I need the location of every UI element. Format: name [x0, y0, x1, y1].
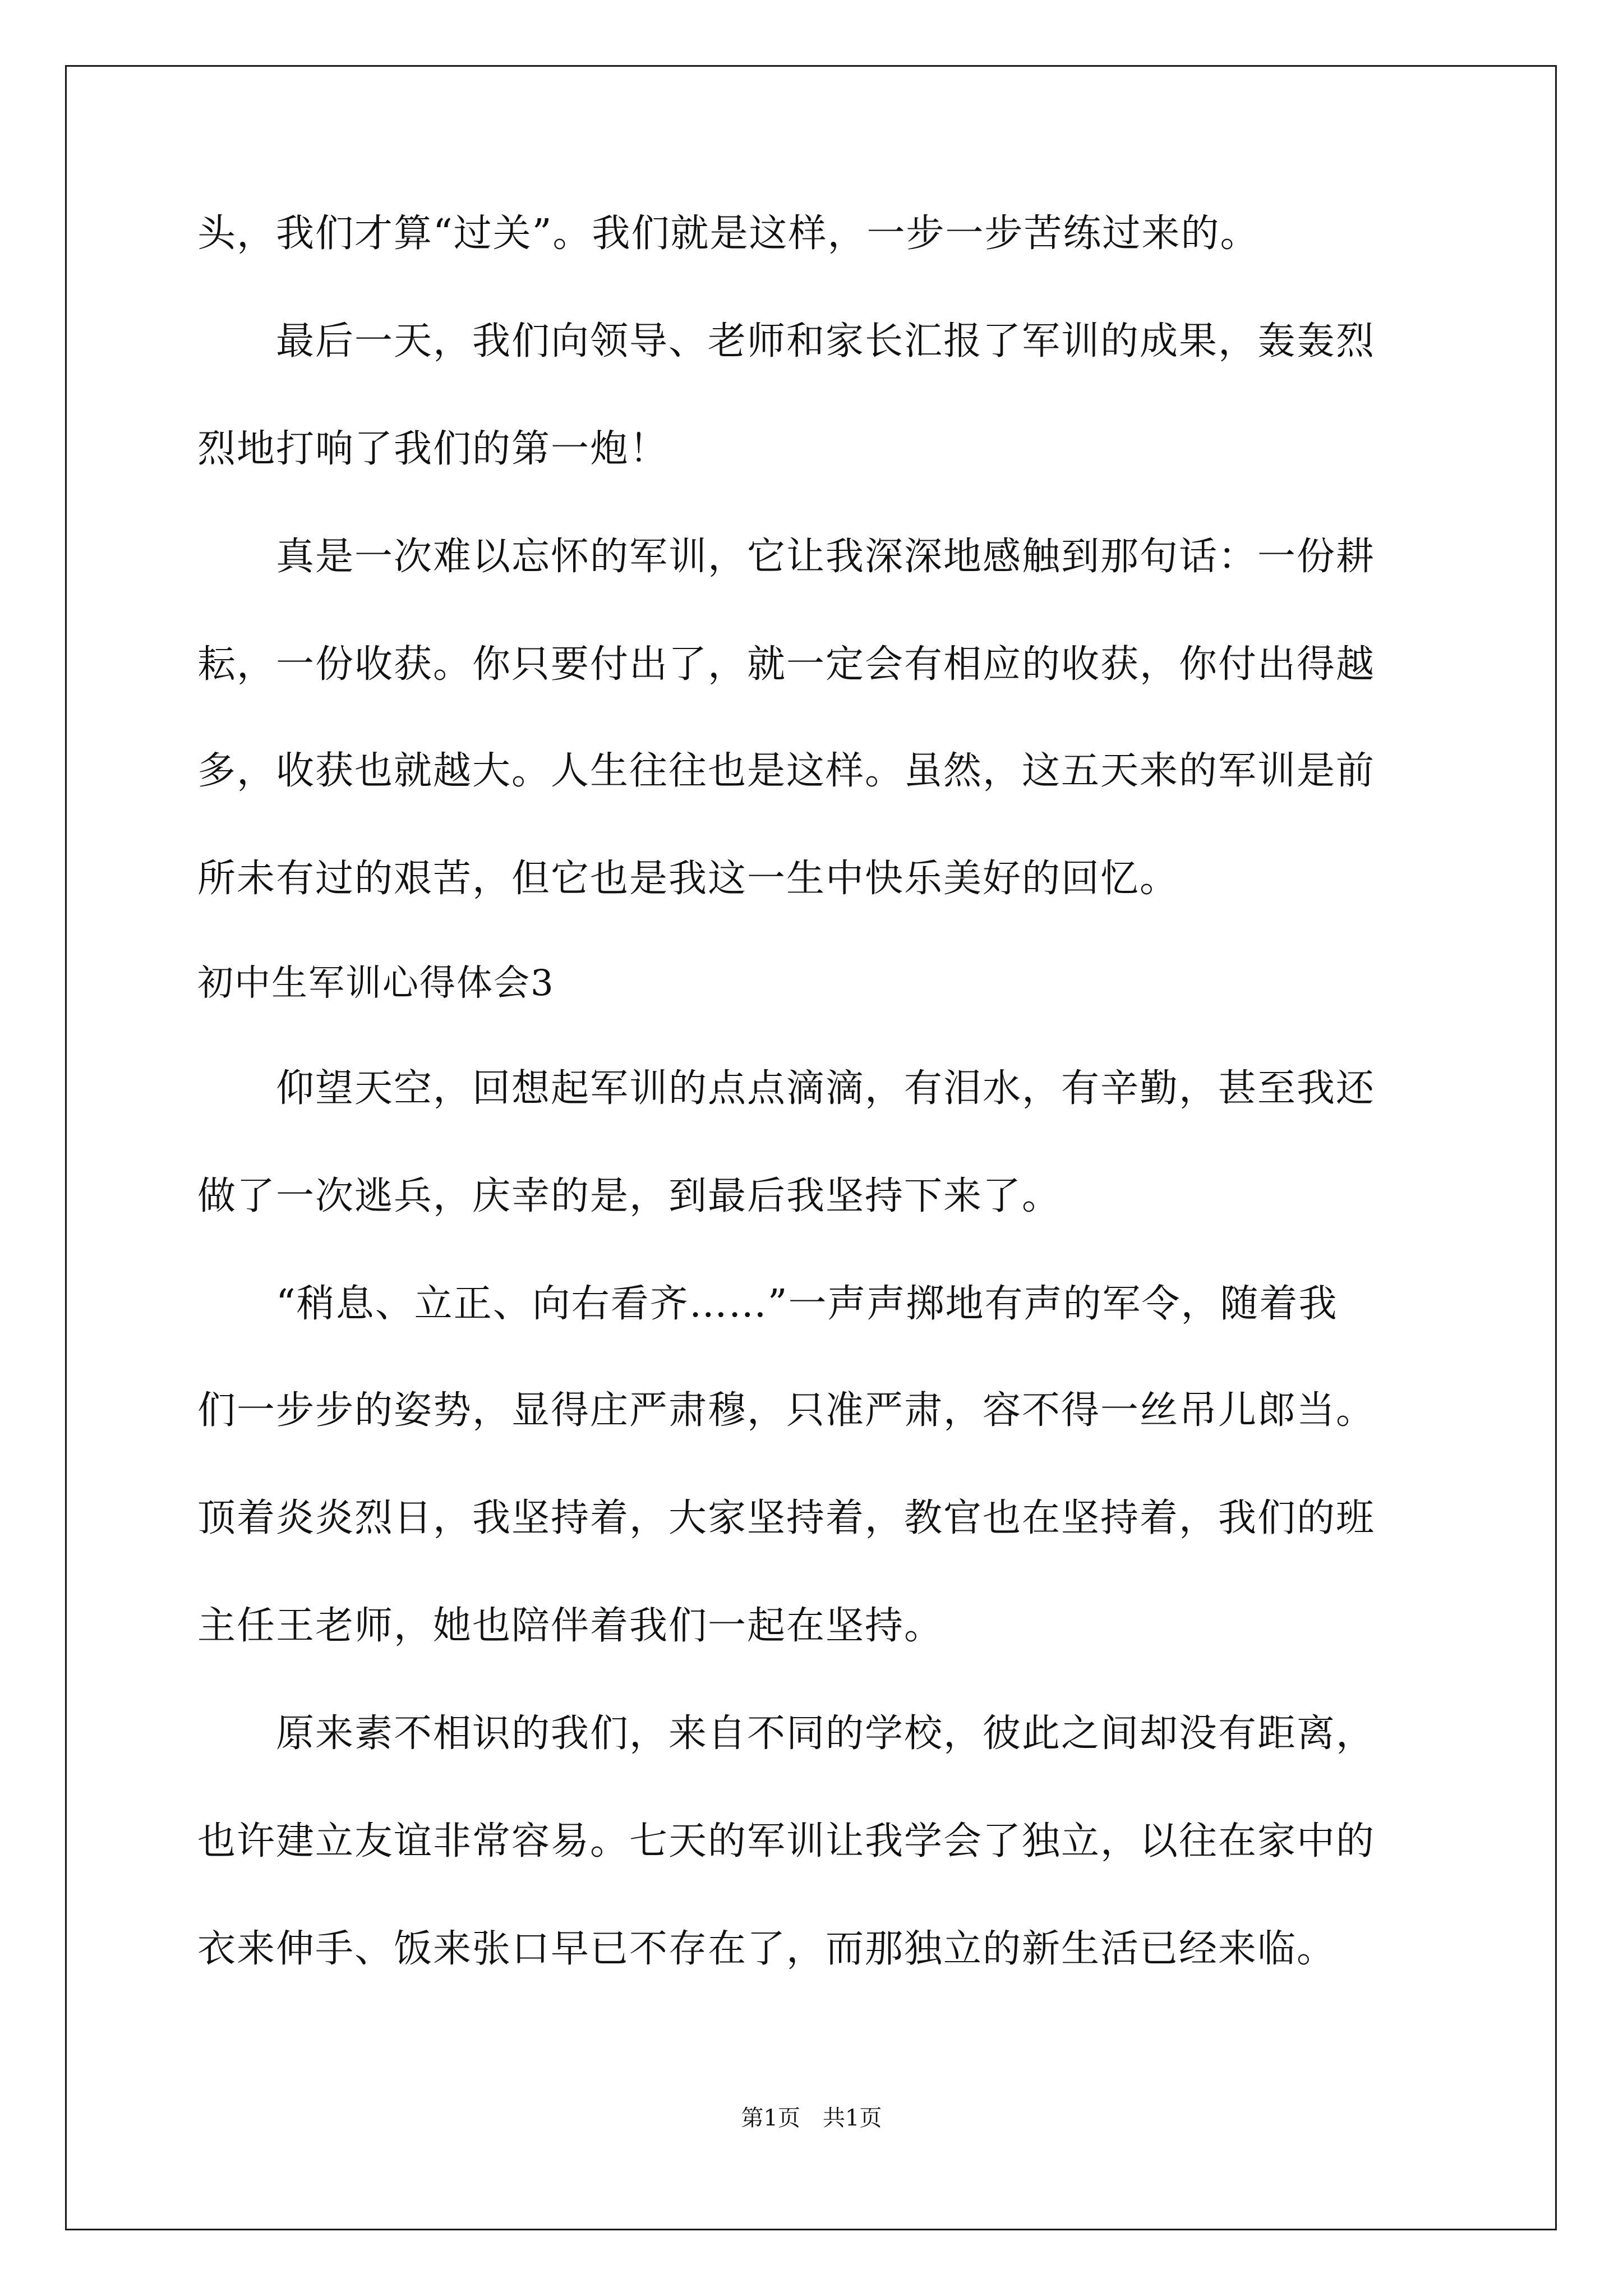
- section-heading: 初中生军训心得体会3: [197, 963, 555, 1004]
- text-line: 最后一天，我们向领导、老师和家长汇报了军训的成果，轰轰烈: [197, 319, 1376, 364]
- text-line: “稍息、立正、向右看齐……”一声声掷地有声的军令，随着我: [197, 1282, 1338, 1326]
- text-line: 仰望天空，回想起军训的点点滴滴，有泪水，有辛勤，甚至我还: [197, 1066, 1376, 1111]
- text-line: 真是一次难以忘怀的军训，它让我深深地感触到那句话：一份耕: [197, 535, 1376, 579]
- text-line: 所未有过的艰苦，但它也是我这一生中快乐美好的回忆。: [197, 857, 1179, 901]
- text-line: 衣来伸手、饭来张口早已不存在了，而那独立的新生活已经来临。: [197, 1927, 1336, 1971]
- text-line: 顶着炎炎烈日，我坚持着，大家坚持着，教官也在坚持着，我们的班: [197, 1496, 1376, 1540]
- text-line: 头，我们才算“过关”。我们就是这样，一步一步苦练过来的。: [197, 211, 1260, 256]
- page-border: [65, 65, 1557, 2230]
- text-line: 烈地打响了我们的第一炮！: [197, 427, 669, 471]
- page-number: 第1页 共1页: [741, 2105, 882, 2131]
- text-line: 主任王老师，她也陪伴着我们一起在坚持。: [197, 1604, 944, 1648]
- text-line: 多，收获也就越大。人生往往也是这样。虽然，这五天来的军训是前: [197, 749, 1376, 793]
- text-line: 原来素不相识的我们，来自不同的学校，彼此之间却没有距离，: [197, 1711, 1376, 1756]
- text-line: 们一步步的姿势，显得庄严肃穆，只准严肃，容不得一丝吊儿郎当。: [197, 1388, 1376, 1433]
- text-line: 耘，一份收获。你只要付出了，就一定会有相应的收获，你付出得越: [197, 642, 1376, 687]
- text-line: 做了一次逃兵，庆幸的是，到最后我坚持下来了。: [197, 1174, 1062, 1218]
- text-line: 也许建立友谊非常容易。七天的军训让我学会了独立，以往在家中的: [197, 1819, 1376, 1864]
